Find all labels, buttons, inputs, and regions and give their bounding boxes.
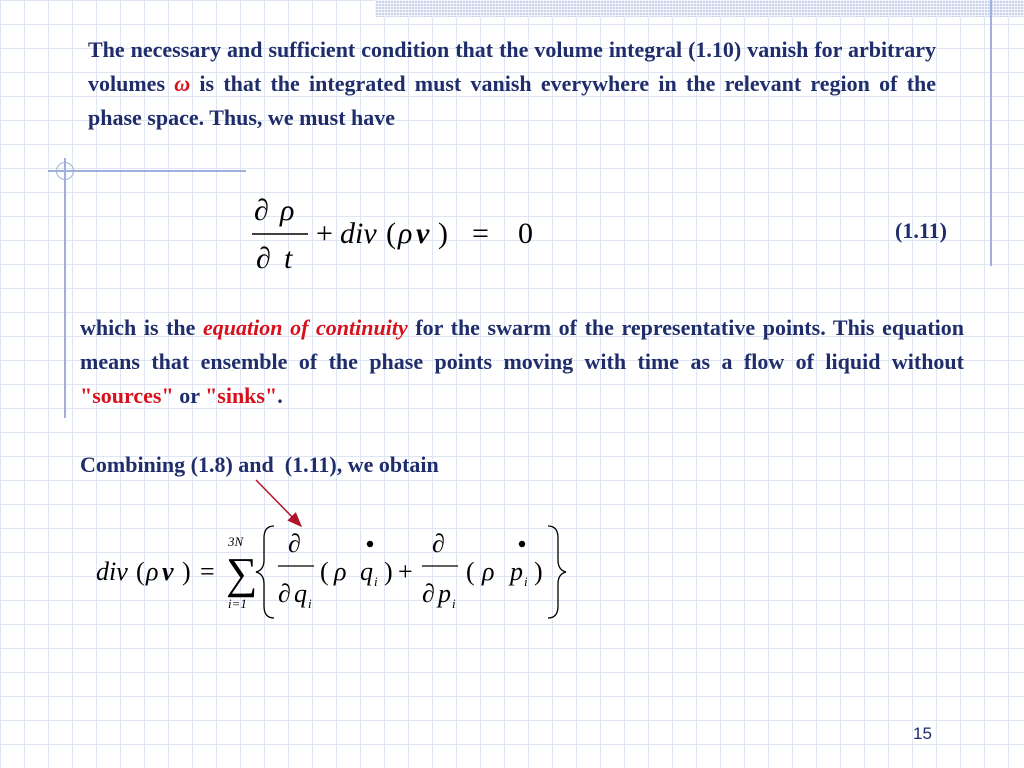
sources-term: "sources" [80, 383, 174, 408]
page-number: 15 [913, 724, 932, 743]
eq2-i-sub-3: i [452, 596, 456, 611]
eq-t: t [284, 242, 293, 275]
eq2-q-denominator: q [294, 579, 307, 608]
eq-rho: ρ [398, 217, 413, 250]
equation-of-continuity-term: equation of continuity [203, 315, 408, 340]
eq-partial-top: ∂ [254, 194, 269, 227]
eq2-p: p [510, 557, 523, 586]
time-derivative-dot-p [519, 541, 525, 547]
omega-symbol: ω [174, 71, 191, 96]
eq-equals: = [472, 217, 489, 250]
sinks-term: "sinks" [205, 383, 278, 408]
summation-lower-limit: i=1 [228, 596, 247, 611]
eq2-close-paren-q: ) [384, 557, 393, 586]
summation-sign: ∑ [226, 549, 258, 598]
continuity-text-start: which is the [80, 315, 196, 340]
intro-text: The necessary and sufficient condition that the volume integral (1.10) vanish for arbitrary volumes [88, 37, 936, 96]
eq-zero: 0 [518, 217, 533, 250]
continuity-text-mid: for the swarm of the representative points. This equation means that ensemble of the phase points moving with time as a flow of liquid without [80, 315, 964, 374]
eq2-partial-bottom-2: ∂ [422, 579, 435, 608]
eq2-rho: ρ [146, 557, 159, 586]
eq2-v: v [162, 557, 174, 586]
equation-number: (1.11) [895, 218, 947, 243]
eq-rho-top: ρ [280, 194, 295, 227]
eq2-i-sub-2: i [374, 574, 378, 589]
eq2-plus: + [398, 557, 413, 586]
eq2-i-sub-1: i [308, 596, 312, 611]
sentence-period: . [277, 383, 283, 408]
eq-partial-bottom: ∂ [256, 242, 271, 275]
eq-plus: + [316, 217, 333, 250]
eq2-partial-bottom-1: ∂ [278, 579, 291, 608]
eq2-rho-p: ρ [482, 557, 495, 586]
eq-open-paren: ( [386, 217, 396, 250]
eq2-div: div [96, 557, 128, 586]
eq-close-paren: ) [438, 217, 448, 250]
eq2-close-paren: ) [182, 557, 191, 586]
or-word: or [179, 383, 200, 408]
eq2-i-sub-4: i [524, 574, 528, 589]
eq2-partial-top-1: ∂ [288, 529, 301, 558]
time-derivative-dot-q [367, 541, 373, 547]
left-brace [256, 526, 274, 618]
summation-upper-limit: 3N [228, 534, 244, 549]
eq2-open-paren-p: ( [466, 557, 475, 586]
eq2-q: q [360, 557, 373, 586]
combining-text: Combining (1.8) and (1.11), we obtain [80, 452, 439, 477]
equation-div-expansion [90, 522, 570, 622]
eq2-open-paren-q: ( [320, 557, 329, 586]
eq2-close-paren-p: ) [534, 557, 543, 586]
eq2-equals: = [200, 557, 215, 586]
eq2-partial-top-2: ∂ [432, 529, 445, 558]
eq-v: v [416, 217, 430, 250]
eq2-open-paren: ( [136, 557, 145, 586]
right-brace [548, 526, 566, 618]
intro-text-end: is that the integrated must vanish everywhere in the relevant region of the phase space. Thus, we must have [88, 71, 937, 130]
eq2-rho-q: ρ [334, 557, 347, 586]
eq-div: div [340, 217, 377, 250]
eq2-p-denominator: p [438, 579, 451, 608]
